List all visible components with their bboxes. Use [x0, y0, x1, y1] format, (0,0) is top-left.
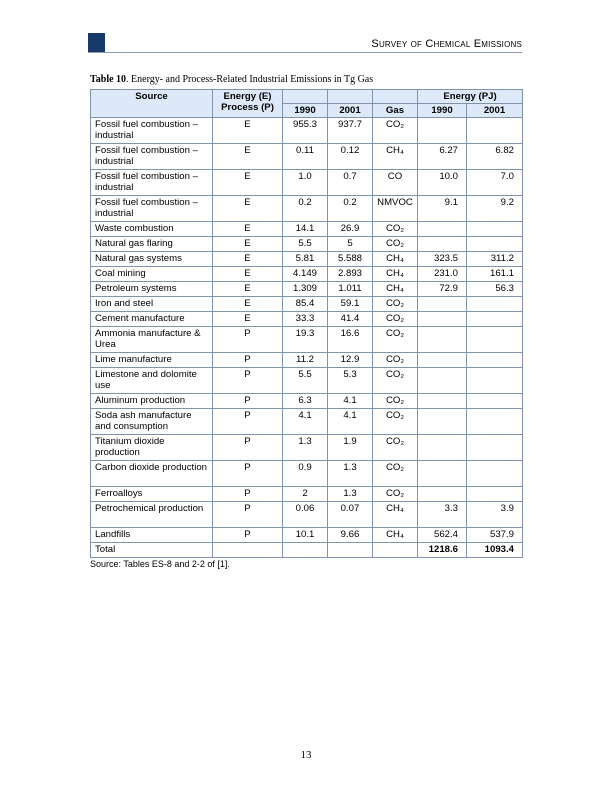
pj-2001-cell: [467, 297, 523, 312]
tg-2001-cell: 26.9: [328, 222, 373, 237]
tg-2001-cell: 5.588: [328, 252, 373, 267]
gas-cell: CO₂: [373, 461, 418, 487]
header-blank: [328, 90, 373, 104]
pj-2001-cell: 6.82: [467, 144, 523, 170]
source-cell: Landfills: [91, 528, 213, 543]
tg-2001-cell: 4.1: [328, 409, 373, 435]
tg-1990-cell: 955.3: [283, 118, 328, 144]
header-type: [213, 90, 283, 118]
pj-2001-cell: [467, 353, 523, 368]
gas-cell: CO₂: [373, 222, 418, 237]
tg-2001-cell: 0.2: [328, 196, 373, 222]
type-cell: P: [213, 528, 283, 543]
total-pj-2001: 1093.4: [467, 543, 523, 558]
table-row: [91, 409, 523, 435]
header-rule: [88, 52, 522, 53]
table-row: [91, 267, 523, 282]
pj-1990-cell: 6.27: [418, 144, 467, 170]
tg-2001-cell: 0.7: [328, 170, 373, 196]
table-caption: [90, 74, 373, 85]
empty-cell: [283, 543, 328, 558]
type-cell: E: [213, 312, 283, 327]
source-cell: Fossil fuel combustion – industrial: [91, 170, 213, 196]
source-cell: Waste combustion: [91, 222, 213, 237]
source-cell: Aluminum production: [91, 394, 213, 409]
tg-1990-cell: 19.3: [283, 327, 328, 353]
header-pj-1990: 1990: [418, 104, 467, 118]
tg-2001-cell: 5.3: [328, 368, 373, 394]
source-cell: Ferroalloys: [91, 487, 213, 502]
source-cell: Fossil fuel combustion – industrial: [91, 118, 213, 144]
pj-2001-cell: 537.9: [467, 528, 523, 543]
gas-cell: NMVOC: [373, 196, 418, 222]
pj-1990-cell: 72.9: [418, 282, 467, 297]
pj-2001-cell: [467, 394, 523, 409]
type-cell: E: [213, 267, 283, 282]
tg-1990-cell: 1.3: [283, 435, 328, 461]
pj-2001-cell: 311.2: [467, 252, 523, 267]
empty-cell: [213, 543, 283, 558]
pj-1990-cell: [418, 435, 467, 461]
tg-1990-cell: 14.1: [283, 222, 328, 237]
empty-cell: [373, 543, 418, 558]
source-cell: Carbon dioxide production: [91, 461, 213, 487]
table-row: [91, 327, 523, 353]
tg-1990-cell: 5.81: [283, 252, 328, 267]
type-cell: E: [213, 118, 283, 144]
empty-cell: [328, 543, 373, 558]
pj-1990-cell: 3.3: [418, 502, 467, 528]
pj-1990-cell: 9.1: [418, 196, 467, 222]
pj-1990-cell: [418, 353, 467, 368]
pj-2001-cell: [467, 487, 523, 502]
running-head: Survey of Chemical Emissions: [371, 38, 522, 50]
total-pj-1990: 1218.6: [418, 543, 467, 558]
table-row: [91, 222, 523, 237]
pj-1990-cell: [418, 222, 467, 237]
tg-2001-cell: 41.4: [328, 312, 373, 327]
source-cell: Natural gas systems: [91, 252, 213, 267]
header-type-line2: Process (P): [221, 102, 274, 113]
pj-1990-cell: [418, 297, 467, 312]
gas-cell: CH₄: [373, 144, 418, 170]
gas-cell: CH₄: [373, 252, 418, 267]
type-cell: E: [213, 237, 283, 252]
source-cell: Cement manufacture: [91, 312, 213, 327]
tg-1990-cell: 4.1: [283, 409, 328, 435]
pj-1990-cell: 562.4: [418, 528, 467, 543]
tg-2001-cell: 16.6: [328, 327, 373, 353]
table-body: [91, 118, 523, 543]
source-cell: Natural gas flaring: [91, 237, 213, 252]
gas-cell: CO: [373, 170, 418, 196]
table-row: [91, 118, 523, 144]
tg-2001-cell: 9.66: [328, 528, 373, 543]
tg-2001-cell: 1.3: [328, 487, 373, 502]
table-row: [91, 435, 523, 461]
pj-2001-cell: [467, 461, 523, 487]
gas-cell: CH₄: [373, 528, 418, 543]
tg-1990-cell: 33.3: [283, 312, 328, 327]
table-row: [91, 353, 523, 368]
gas-cell: CH₄: [373, 502, 418, 528]
source-cell: Fossil fuel combustion – industrial: [91, 196, 213, 222]
table-row: [91, 170, 523, 196]
pj-1990-cell: [418, 409, 467, 435]
type-cell: P: [213, 502, 283, 528]
type-cell: E: [213, 144, 283, 170]
table-row: [91, 394, 523, 409]
tg-1990-cell: 6.3: [283, 394, 328, 409]
source-cell: Iron and steel: [91, 297, 213, 312]
header-type-line1: Energy (E): [223, 91, 272, 102]
page-number: 13: [300, 749, 312, 761]
pj-1990-cell: [418, 461, 467, 487]
table-row: [91, 237, 523, 252]
table-row: [91, 487, 523, 502]
type-cell: P: [213, 409, 283, 435]
pj-1990-cell: [418, 394, 467, 409]
type-cell: E: [213, 282, 283, 297]
pj-2001-cell: [467, 327, 523, 353]
pj-1990-cell: 231.0: [418, 267, 467, 282]
type-cell: P: [213, 435, 283, 461]
gas-cell: CH₄: [373, 267, 418, 282]
header-blank: [283, 90, 328, 104]
gas-cell: CO₂: [373, 353, 418, 368]
type-cell: P: [213, 327, 283, 353]
tg-1990-cell: 0.11: [283, 144, 328, 170]
table-row: [91, 196, 523, 222]
type-cell: E: [213, 252, 283, 267]
type-cell: E: [213, 170, 283, 196]
gas-cell: CO₂: [373, 237, 418, 252]
type-cell: E: [213, 222, 283, 237]
table-row: [91, 502, 523, 528]
gas-cell: CH₄: [373, 282, 418, 297]
table-row: [91, 312, 523, 327]
tg-1990-cell: 4.149: [283, 267, 328, 282]
tg-1990-cell: 5.5: [283, 368, 328, 394]
type-cell: E: [213, 196, 283, 222]
type-cell: P: [213, 461, 283, 487]
pj-1990-cell: [418, 237, 467, 252]
tg-1990-cell: 1.309: [283, 282, 328, 297]
source-cell: Soda ash manufacture and consumption: [91, 409, 213, 435]
gas-cell: CO₂: [373, 118, 418, 144]
table-row: [91, 282, 523, 297]
source-cell: Coal mining: [91, 267, 213, 282]
gas-cell: CO₂: [373, 409, 418, 435]
source-cell: Petroleum systems: [91, 282, 213, 297]
tg-2001-cell: 1.3: [328, 461, 373, 487]
type-cell: P: [213, 487, 283, 502]
tg-2001-cell: 1.9: [328, 435, 373, 461]
tg-2001-cell: 1.011: [328, 282, 373, 297]
tg-1990-cell: 0.06: [283, 502, 328, 528]
tg-1990-cell: 5.5: [283, 237, 328, 252]
pj-2001-cell: [467, 435, 523, 461]
header-pj-2001: 2001: [467, 104, 523, 118]
tg-2001-cell: 4.1: [328, 394, 373, 409]
pj-2001-cell: 161.1: [467, 267, 523, 282]
pj-2001-cell: [467, 368, 523, 394]
gas-cell: CO₂: [373, 435, 418, 461]
total-label: Total: [91, 543, 213, 558]
source-cell: Titanium dioxide production: [91, 435, 213, 461]
caption-text: . Energy- and Process-Related Industrial Emissions in Tg Gas: [126, 74, 374, 85]
pj-2001-cell: 9.2: [467, 196, 523, 222]
logo-block: [88, 33, 105, 52]
tg-2001-cell: 0.12: [328, 144, 373, 170]
type-cell: P: [213, 394, 283, 409]
pj-1990-cell: [418, 487, 467, 502]
tg-2001-cell: 5: [328, 237, 373, 252]
table-row: [91, 368, 523, 394]
table-row: [91, 461, 523, 487]
table-row: [91, 144, 523, 170]
pj-2001-cell: [467, 409, 523, 435]
type-cell: P: [213, 353, 283, 368]
gas-cell: CO₂: [373, 368, 418, 394]
total-row: [91, 543, 523, 558]
tg-1990-cell: 2: [283, 487, 328, 502]
header-gas: Gas: [373, 104, 418, 118]
type-cell: E: [213, 297, 283, 312]
source-cell: Lime manufacture: [91, 353, 213, 368]
tg-2001-cell: 0.07: [328, 502, 373, 528]
tg-2001-cell: 937.7: [328, 118, 373, 144]
caption-label: Table 10: [90, 74, 127, 85]
source-note: Source: Tables ES-8 and 2-2 of [1].: [90, 559, 230, 569]
pj-2001-cell: [467, 312, 523, 327]
pj-2001-cell: [467, 237, 523, 252]
pj-1990-cell: [418, 118, 467, 144]
pj-2001-cell: [467, 118, 523, 144]
gas-cell: CO₂: [373, 312, 418, 327]
table-row: [91, 528, 523, 543]
gas-cell: CO₂: [373, 297, 418, 312]
pj-1990-cell: [418, 327, 467, 353]
header-2001: 2001: [328, 104, 373, 118]
tg-1990-cell: 10.1: [283, 528, 328, 543]
pj-2001-cell: 56.3: [467, 282, 523, 297]
source-cell: Limestone and dolomite use: [91, 368, 213, 394]
tg-2001-cell: 2.893: [328, 267, 373, 282]
source-cell: Fossil fuel combustion – industrial: [91, 144, 213, 170]
pj-1990-cell: 323.5: [418, 252, 467, 267]
gas-cell: CO₂: [373, 394, 418, 409]
header-energy-pj: Energy (PJ): [418, 90, 523, 104]
emissions-table: [90, 89, 523, 558]
gas-cell: CO₂: [373, 327, 418, 353]
tg-2001-cell: 59.1: [328, 297, 373, 312]
gas-cell: CO₂: [373, 487, 418, 502]
tg-1990-cell: 1.0: [283, 170, 328, 196]
pj-2001-cell: 7.0: [467, 170, 523, 196]
pj-1990-cell: 10.0: [418, 170, 467, 196]
type-cell: P: [213, 368, 283, 394]
table-row: [91, 297, 523, 312]
header-1990: 1990: [283, 104, 328, 118]
tg-2001-cell: 12.9: [328, 353, 373, 368]
pj-1990-cell: [418, 368, 467, 394]
pj-2001-cell: [467, 222, 523, 237]
source-cell: Ammonia manufacture & Urea: [91, 327, 213, 353]
header-source: Source: [91, 90, 213, 118]
tg-1990-cell: 0.9: [283, 461, 328, 487]
pj-1990-cell: [418, 312, 467, 327]
tg-1990-cell: 85.4: [283, 297, 328, 312]
tg-1990-cell: 11.2: [283, 353, 328, 368]
source-cell: Petrochemical production: [91, 502, 213, 528]
table-row: [91, 252, 523, 267]
pj-2001-cell: 3.9: [467, 502, 523, 528]
tg-1990-cell: 0.2: [283, 196, 328, 222]
header-blank: [373, 90, 418, 104]
